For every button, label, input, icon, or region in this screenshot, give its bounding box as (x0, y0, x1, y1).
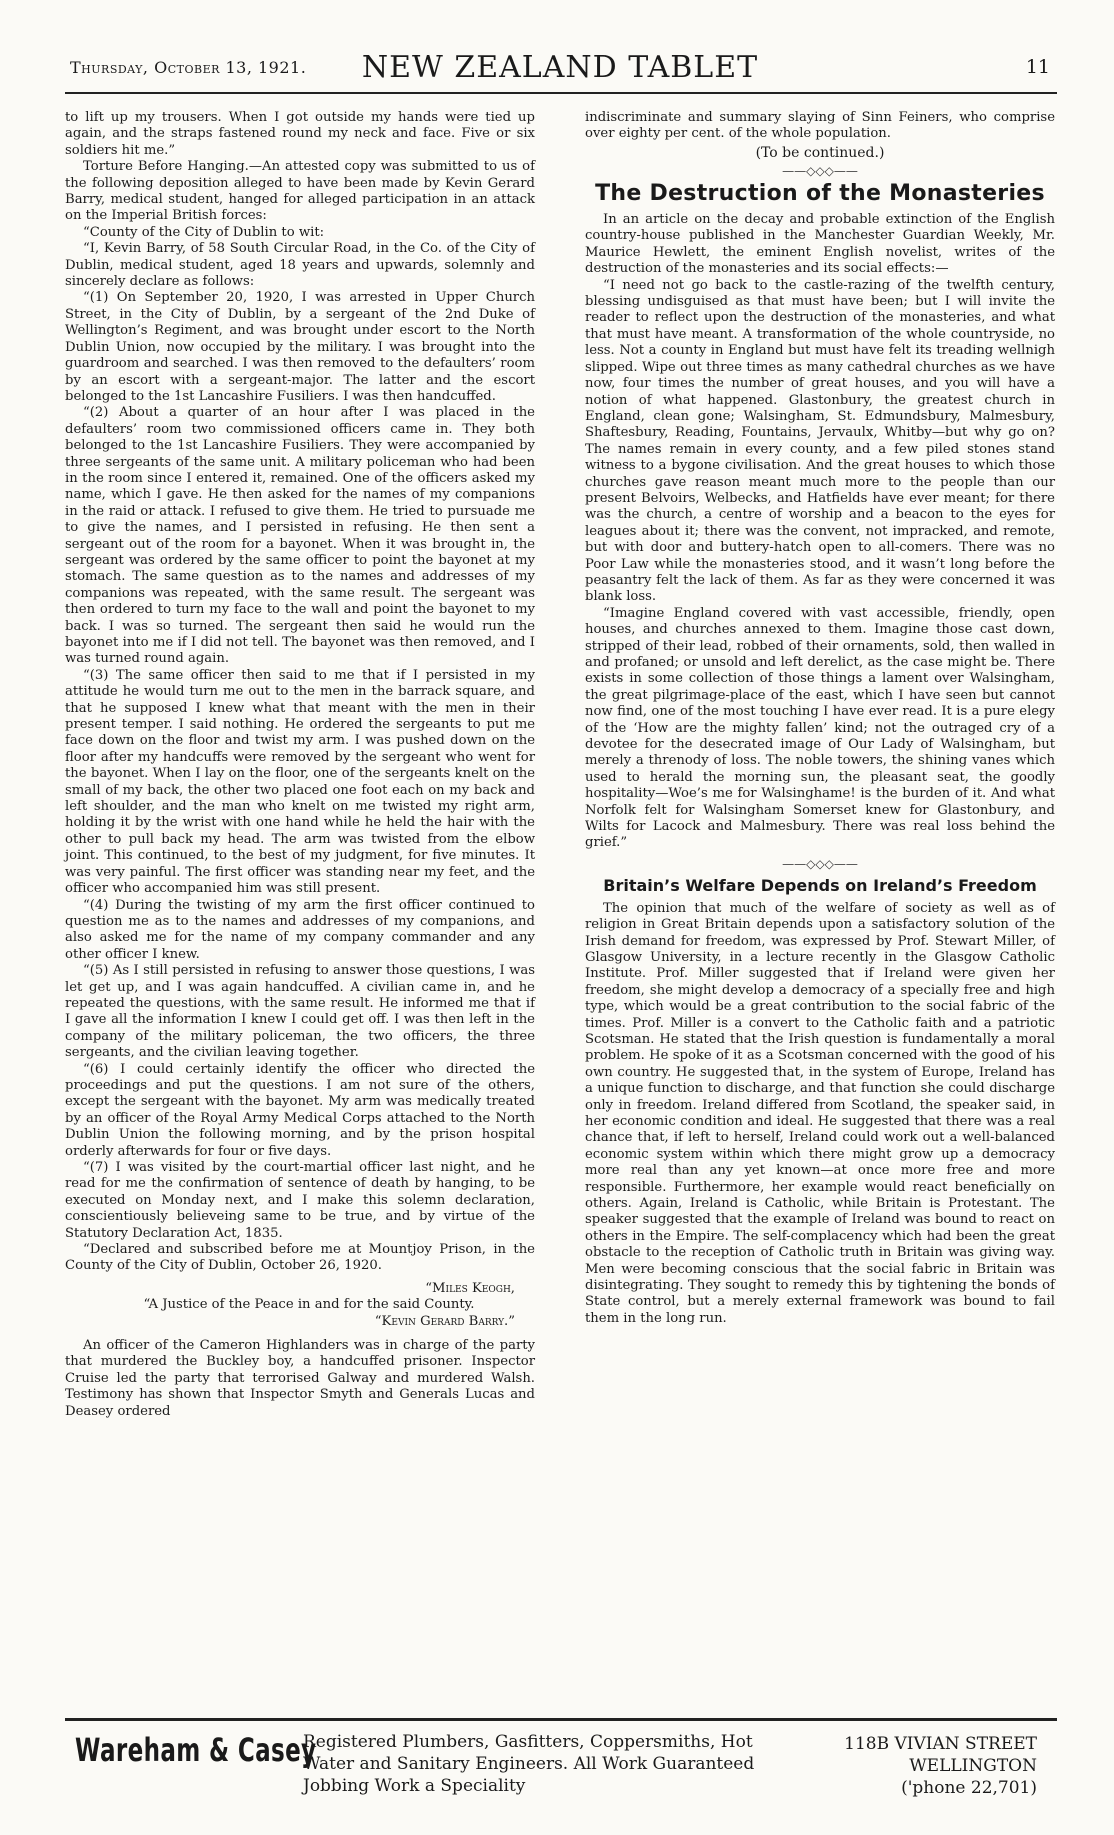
page-number: 11 (1025, 56, 1050, 78)
paragraph: “County of the City of Dublin to wit: (83, 224, 325, 240)
header-rule (65, 92, 1057, 94)
advert-line: Water and Sanitary Engineers. All Work Guaranteed (303, 1754, 755, 1774)
advertiser-name: Wareham & Casey (75, 1731, 317, 1769)
paragraph: to lift up my trousers. When I got outside my hands were tied up again, and the straps fastened round my neck and face. Five or six soldiers hit me.” (65, 110, 535, 158)
advert-line: Registered Plumbers, Gasfitters, Coppersmiths, Hot (303, 1732, 753, 1752)
right-column (585, 110, 1055, 1327)
issue-date: Thursday, October 13, 1921. (70, 58, 307, 77)
paragraph: “(1) On September 20, 1920, I was arrested in Upper Church Street, in the City of Dublin, by a sergeant of the 2nd Duke of Wellington’s Regiment, and was brought under escort to the North Dublin Union, now occupied by the military. I was brought into the guardroom and searched. I was then removed to the defaulters’ room by an escort with a sergeant-major. The latter and the escort belonged to the 1st Lancashire Fusiliers. I was then handcuffed. (65, 290, 535, 404)
address-street: 118B VIVIAN STREET (844, 1734, 1037, 1754)
advert-line: Jobbing Work a Speciality (303, 1776, 526, 1796)
to-be-continued: (To be continued.) (755, 144, 885, 161)
article-title: Britain’s Welfare Depends on Ireland’s Freedom (603, 876, 1037, 896)
ornament-divider: ——◇◇◇—— (782, 164, 858, 179)
signature-title: “A Justice of the Peace in and for the said County. (143, 1297, 475, 1313)
paragraph: The opinion that much of the welfare of society as well as of religion in Great Britain depends upon a satisfactory solution of the Irish demand for freedom, was expressed by Prof. Stewart Miller, of Glasgow University, in a lecture recently in the Glasgow Catholic Institute. Prof. Miller suggested that if Ireland were given her freedom, she might develop a democracy of a specially free and high type, which would be a great contribution to the social fabric of the times. Prof. Miller is a convert to the Catholic faith and a patriotic Scotsman. He stated that the Irish question is fundamentally a moral problem. He spoke of it as a Scotsman concerned with the good of his own country. He suggested that, in the system of Europe, Ireland has a unique function to discharge, and that function she could discharge only in freedom. Ireland differed from Scotland, the speaker said, in her economic condition and ideal. He suggested that there was a real chance that, if left to herself, Ireland could work out a well-balanced economic system within which there might grow up a democracy more real than any yet known—at once more free and more responsible. Furthermore, her example would react beneficially on others. Again, Ireland is Catholic, while Britain is Protestant. The speaker suggested that the example of Ireland was bound to react on others in the Empire. The self-complacency which had been the great obstacle to the reception of Catholic truth in Britain was giving way. Men were becoming conscious that the social fabric in Britain was disintegrating. They sought to remedy this by tightening the bonds of State control, but a merely external framework was bound to fail them in the long run. (585, 900, 1055, 1326)
article-title: The Destruction of the Monasteries (595, 180, 1045, 206)
advert-rule (65, 1718, 1057, 1721)
paragraph: “(3) The same officer then said to me that if I persisted in my attitude he would turn me out to the men in the barrack square, and that he supposed I knew what that meant with the men in their present temper. I said nothing. He ordered the sergeants to put me face down on the floor and twist my arm. I was pushed down on the floor after my handcuffs were removed by the sergeant who went for the bayonet. When I lay on the floor, one of the sergeants knelt on the small of my back, the other two placed one foot each on my back and left shoulder, and the man who knelt on me twisted my right arm, holding it by the wrist with one hand while he held the hair with the other to pull back my head. The arm was twisted from the elbow joint. This continued, to the best of my judgment, for five minutes. It was very painful. The first officer was standing near my feet, and the officer who accompanied him was still present. (65, 667, 535, 897)
advert-description (303, 1731, 754, 1797)
signature-barry: “Kevin Gerard Barry.” (374, 1313, 515, 1329)
address-city: WELLINGTON (909, 1756, 1037, 1776)
masthead-title: NEW ZEALAND TABLET (361, 50, 759, 85)
advert-address (844, 1733, 1037, 1799)
advertisement (65, 1727, 1057, 1817)
paragraph: “(6) I could certainly identify the officer who directed the proceedings and put the questions. I am not sure of the others, except the sergeant with the bayonet. My arm was medically treated by an officer of the Royal Army Medical Corps attached to the North Dublin Union the following morning, and by the prison hospital orderly afterwards for four or five days. (65, 1061, 535, 1159)
paragraph: “(2) About a quarter of an hour after I was placed in the defaulters’ room two commissioned officers came in. They both belonged to the 1st Lancashire Fusiliers. They were accompanied by three sergeants of the same unit. A military policeman who had been in the room since I entered it, remained. One of the officers asked my name, which I gave. He then asked for the names of my companions in the raid or attack. I refused to give them. He tried to pursuade me to give the names, and I persisted in refusing. He then sent a sergeant out of the room for a bayonet. When it was brought in, the sergeant was ordered by the same officer to point the bayonet at my stomach. The same question as to the names and addresses of my companions was repeated, with the same result. The sergeant was then ordered to turn my face to the wall and point the bayonet to my back. I was so turned. The sergeant then said he would run the bayonet into me if I did not tell. The bayonet was then removed, and I was turned round again. (65, 405, 535, 667)
paragraph: “I, Kevin Barry, of 58 South Circular Road, in the Co. of the City of Dublin, medical student, aged 18 years and upwards, solemnly and sincerely declare as follows: (65, 241, 535, 290)
paragraph: “I need not go back to the castle-razing of the twelfth century, blessing undisguised as that must have been; but I will invite the reader to reflect upon the destruction of the monasteries, and what that must have meant. A transformation of the whole countryside, no less. Not a county in England but must have felt its treading wellnigh slipped. Wipe out three times as many cathedral churches as we have now, four times the number of great houses, and you will have a notion of what happened. Glastonbury, the greatest church in England, clean gone; Walsingham, St. Edmundsbury, Malmesbury, Shaftesbury, Reading, Fountains, Jervaulx, Whitby—but why go on? The names remain in every county, and a few piled stones stand witness to a bygone civilisation. And the great houses to which those churches gave reason meant much more to the people than our present Belvoirs, Welbecks, and Hatfields have ever meant; for there was the church, a centre of worship and a beacon to the eyes for leagues about it; there was the convent, not impracked, and remote, but with door and buttery-hatch open to all-comers. There was no Poor Law while the monasteries stood, and it wasn’t long before the peasantry felt the lack of them. As far as they were concerned it was blank loss. (585, 277, 1055, 605)
paragraph: “(7) I was visited by the court-martial officer last night, and he read for me the confirmation of sentence of death by hanging, to be executed on Monday next, and I make this solemn declaration, conscientiously believeing same to be true, and by virtue of the Statutory Declaration Act, 1835. (65, 1160, 535, 1241)
paragraph: In an article on the decay and probable extinction of the English country-house published in the Manchester Guardian Weekly, Mr. Maurice Hewlett, the eminent English novelist, writes of the destruction of the monasteries and its social effects:— (585, 212, 1055, 277)
paragraph: indiscriminate and summary slaying of Sinn Feiners, who comprise over eighty per cent. of the whole population. (585, 110, 1055, 142)
paragraph: Torture Before Hanging.—An attested copy was submitted to us of the following deposition alleged to have been made by Kevin Gerard Barry, medical student, hanged for alleged participation in an attack on the Imperial British forces: (65, 159, 535, 224)
signature-justice: “Miles Keogh, (425, 1280, 515, 1296)
page-header (70, 50, 1050, 86)
paragraph: “(4) During the twisting of my arm the first officer continued to question me as to the names and addresses of my companions, and also asked me for the name of my company commander and any other officer I knew. (65, 897, 535, 962)
address-phone: ('phone 22,701) (901, 1778, 1037, 1798)
left-column (65, 110, 535, 1420)
paragraph: An officer of the Cameron Highlanders was in charge of the party that murdered the Buckley boy, a handcuffed prisoner. Inspector Cruise led the party that terrorised Galway and murdered Walsh. Testimony has shown that Inspector Smyth and Generals Lucas and Deasey ordered (65, 1338, 535, 1419)
paragraph: “Declared and subscribed before me at Mountjoy Prison, in the County of the City of Dublin, October 26, 1920. (65, 1242, 535, 1274)
paragraph: “(5) As I still persisted in refusing to answer those questions, I was let get up, and I was again handcuffed. A civilian came in, and he repeated the questions, with the same result. He informed me that if I gave all the information I knew I could get off. I was then left in the company of the military policeman, the two officers, the three sergeants, and the civilian leaving together. (65, 963, 535, 1061)
paragraph: “Imagine England covered with vast accessible, friendly, open houses, and churches annexed to them. Imagine those cast down, stripped of their lead, robbed of their ornaments, sold, then walled in and profaned; or unsold and left derelict, as the case might be. There exists in some collection of those things a lament over Walsingham, the great pilgrimage-place of the east, which I have seen but cannot now find, one of the most touching I have ever read. It is a pure elegy of the ‘How are the mighty fallen’ kind; not the outraged cry of a devotee for the desecrated image of Our Lady of Walsingham, but merely a threnody of loss. The noble towers, the shining vanes which used to herald the morning sun, the pleasant seat, the goodly hospitality—Woe’s me for Walsinghame! is the burden of it. And what Norfolk felt for Walsingham Somerset knew for Glastonbury, and Wilts for Lacock and Malmesbury. There was real loss behind the grief.” (585, 605, 1055, 851)
ornament-divider: ——◇◇◇—— (782, 856, 858, 871)
